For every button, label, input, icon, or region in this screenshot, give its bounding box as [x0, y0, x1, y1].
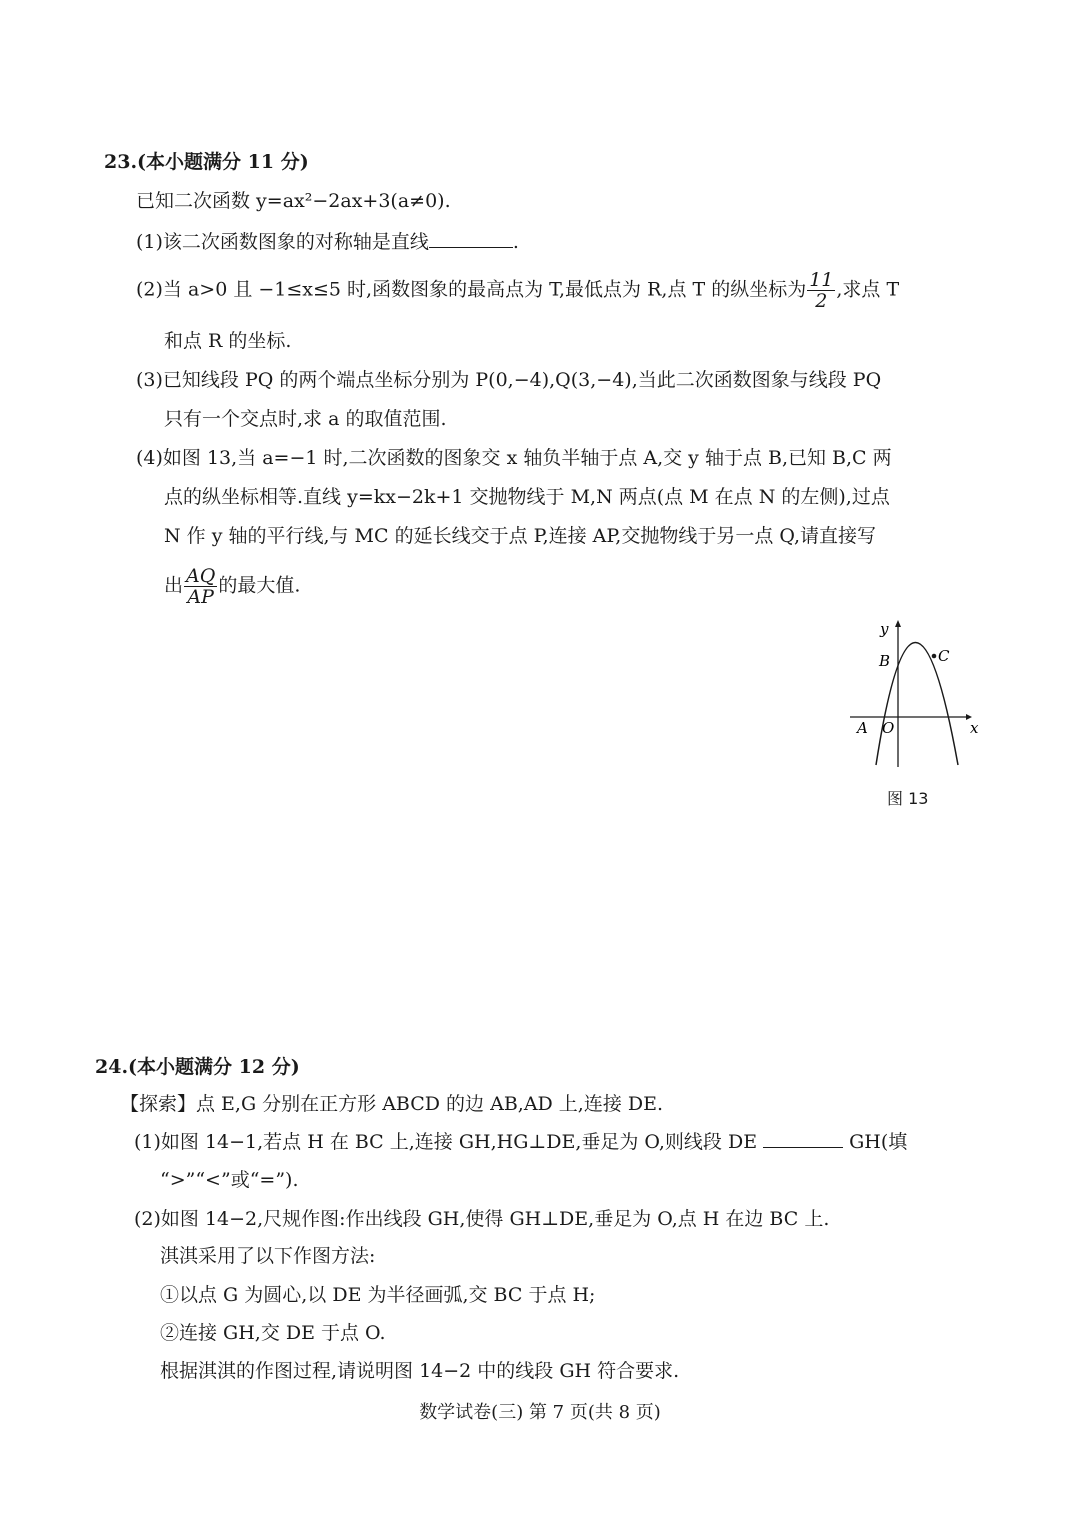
- y-axis-arrow: [895, 620, 901, 627]
- q23-part3-line1: (3)已知线段 PQ 的两个端点坐标分别为 P(0,−4),Q(3,−4),当此二次函数图象与线段 PQ: [136, 369, 882, 391]
- q23-intro: 已知二次函数 y=ax²−2ax+3(a≠0).: [136, 190, 451, 212]
- point-c-dot: [932, 654, 937, 659]
- q23-part4-line3: N 作 y 轴的平行线,与 MC 的延长线交于点 P,连接 AP,交抛物线于另一点 Q,请直接写: [164, 525, 877, 547]
- q23-part3-line2: 只有一个交点时,求 a 的取值范围.: [164, 408, 447, 430]
- q23-header: 23.(本小题满分 11 分): [104, 151, 309, 173]
- q24-part2-line2: 淇淇采用了以下作图方法:: [160, 1245, 376, 1267]
- fig-label-y: y: [880, 620, 889, 638]
- q23-part2-text: (2)当 a>0 且 −1≤x≤5 时,函数图象的最高点为 T,最低点为 R,点 T 的纵坐标为: [136, 278, 807, 301]
- q23-part1: [136, 229, 519, 254]
- q23-part1-end: .: [512, 231, 519, 253]
- fig-label-a: A: [857, 719, 868, 737]
- page-footer: 数学试卷(三) 第 7 页(共 8 页): [419, 1402, 661, 1423]
- q24-part1-blank: [763, 1129, 843, 1148]
- fig-label-c: C: [938, 647, 950, 665]
- q23-part4-line1: (4)如图 13,当 a=−1 时,二次函数的图象交 x 轴负半轴于点 A,交 y 轴于点 B,已知 B,C 两: [136, 447, 892, 469]
- q24-explore: 【探索】点 E,G 分别在正方形 ABCD 的边 AB,AD 上,连接 DE.: [120, 1093, 664, 1115]
- q24-part2-line1: (2)如图 14−2,尺规作图:作出线段 GH,使得 GH⊥DE,垂足为 O,点 H 在边 BC 上.: [134, 1208, 830, 1230]
- figure-13-parabola: [846, 615, 986, 773]
- figure-13-caption: 图 13: [887, 789, 929, 808]
- q24-part1-text-b: GH(填: [849, 1131, 908, 1153]
- q24-part1-line1: [134, 1129, 907, 1154]
- q23-part2-end: ,求点 T: [836, 278, 900, 301]
- q24-part2-line5: 根据淇淇的作图过程,请说明图 14−2 中的线段 GH 符合要求.: [160, 1360, 680, 1382]
- q24-step2: ②连接 GH,交 DE 于点 O.: [160, 1322, 386, 1344]
- q24-part1-line2: “>”“<”或“=”).: [160, 1169, 299, 1191]
- q23-part2: [136, 270, 899, 311]
- q23-part2-frac-num: 11: [809, 269, 834, 291]
- q23-part4-end: 的最大值.: [218, 574, 301, 597]
- q23-part1-text: (1)该二次函数图象的对称轴是直线: [136, 231, 429, 253]
- q23-part4-frac-num: AQ: [186, 565, 216, 587]
- q23-part2-fraction: [807, 270, 835, 311]
- q23-part1-blank: [429, 229, 513, 248]
- q24-part1-text-a: (1)如图 14−1,若点 H 在 BC 上,连接 GH,HG⊥DE,垂足为 O,则线段 DE: [134, 1131, 758, 1153]
- q23-part4-frac-den: AP: [187, 586, 214, 608]
- q23-part4-line4: [164, 566, 300, 607]
- fig-label-o: O: [882, 719, 895, 737]
- q23-part2-line2: 和点 R 的坐标.: [164, 330, 292, 352]
- q24-step1: ①以点 G 为圆心,以 DE 为半径画弧,交 BC 于点 H;: [160, 1284, 596, 1306]
- fig-label-b: B: [879, 652, 891, 670]
- q23-part4-fraction: [184, 566, 217, 607]
- fig-label-x: x: [970, 719, 979, 737]
- q23-part4-line2: 点的纵坐标相等.直线 y=kx−2k+1 交抛物线于 M,N 两点(点 M 在点 N 的左侧),过点: [164, 486, 890, 508]
- q23-part2-frac-den: 2: [815, 290, 828, 312]
- q23-part4-start: 出: [164, 574, 184, 597]
- q24-header: 24.(本小题满分 12 分): [95, 1056, 300, 1078]
